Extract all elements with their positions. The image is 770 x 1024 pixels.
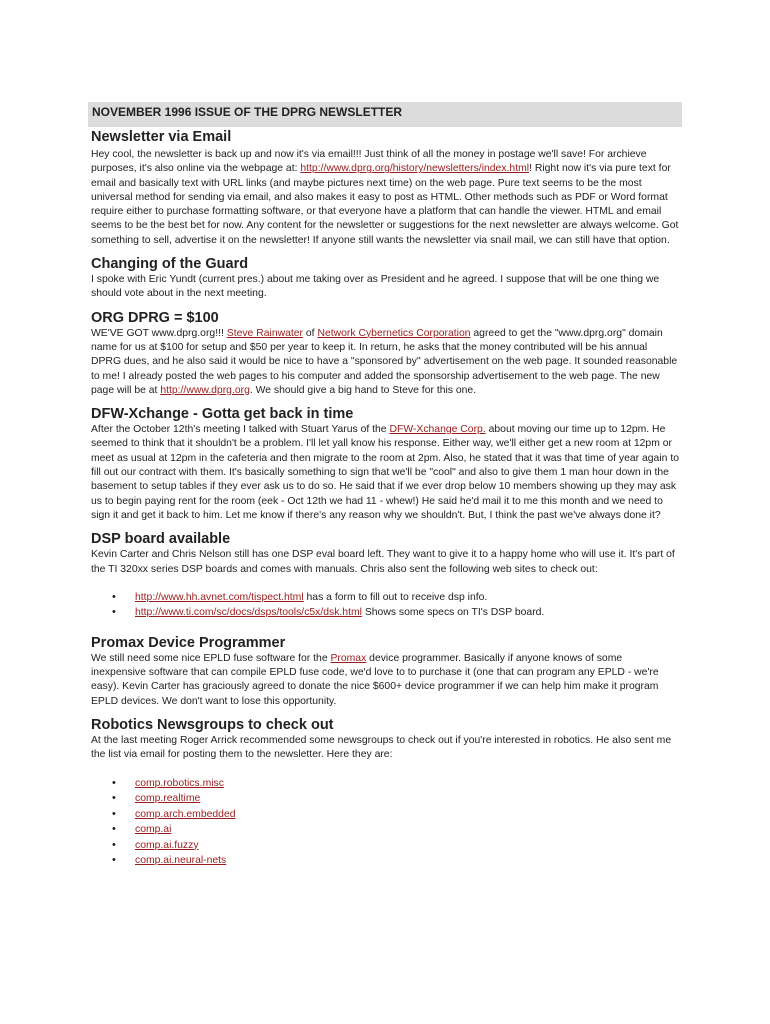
section-title: Changing of the Guard [91, 256, 249, 273]
promax-link[interactable]: Promax [330, 652, 367, 664]
section-body: WE'VE GOT www.dprg.org!!! Steve Rainwater of Network Cybernetics Corporation agreed to get the "www.dprg.org" domain name for us at $100 for setup and $50 per year to keep it. In return, he asks that the money contributed will be his annual DPRG dues, and he also said it would be nice to have a "sponsored by" advertisement on the web page. It sounded reasonable to me! I already posted the web pages to his computer and added the sponsorship advertisement to the web page. The new page will be at http://www.dprg.org. We should give a big hand to Steve for this one. [91, 327, 678, 396]
dprg-home-link[interactable]: http://www.dprg.org [160, 384, 250, 396]
section-robotics-newsgroups [91, 716, 679, 869]
newsgroup-link[interactable]: comp.ai [135, 824, 172, 836]
list-item [91, 853, 679, 869]
section-title: DSP board available [91, 531, 231, 548]
section-title: ORG DPRG = $100 [91, 309, 219, 326]
newsletter-content [91, 128, 679, 869]
network-cybernetics-link[interactable]: Network Cybernetics Corporation [317, 327, 471, 339]
ti-dsk-link[interactable]: http://www.ti.com/sc/docs/dsps/tools/c5x/dsk.html [135, 607, 362, 619]
list-item [91, 791, 679, 807]
section-title: Newsletter via Email [91, 129, 232, 145]
section-changing-of-the-guard [91, 255, 679, 302]
newsgroup-link[interactable]: comp.arch.embedded [135, 808, 236, 820]
issue-banner: NOVEMBER 1996 ISSUE OF THE DPRG NEWSLETTER [88, 102, 682, 127]
newsgroup-link[interactable]: comp.ai.fuzzy [135, 839, 199, 851]
section-body: Kevin Carter and Chris Nelson still has one DSP eval board left. They want to give it to a happy home who will use it. It's part of the TI 320xx series DSP boards and comes with manuals. Chris also sent the following web sites to check out: [91, 549, 675, 575]
section-dfw-xchange [91, 405, 679, 523]
section-body: At the last meeting Roger Arrick recommended some newsgroups to check out if you're interested in robotics. He also sent me the list via email for posting them to the newsletter. Here they are: [91, 735, 672, 761]
dsp-links-list [91, 590, 679, 621]
list-item [91, 822, 679, 838]
dfw-xchange-link[interactable]: DFW-Xchange Corp. [389, 424, 486, 436]
newsgroup-link[interactable]: comp.realtime [135, 793, 201, 805]
list-item [91, 807, 679, 823]
section-newsletter-via-email [91, 128, 679, 248]
list-item [91, 838, 679, 854]
section-body: I spoke with Eric Yundt (current pres.) about me taking over as President and he agreed. I suppose that will be one thing we should vote about in the next meeting. [91, 274, 660, 300]
section-body: Hey cool, the newsletter is back up and now it's via email!!! Just think of all the money in postage we'll save! For archieve purposes, it's also online via the webpage at: http://www.dprg.org/history/newsletters/index.html! Right now it's via pure text for email and basically text with URL links (and maybe pictures next time) on the web page. Pure text seems to be the most universal method for sending via email, and also makes it easy to post as HTML. Other methods such as PDF or Word format require either to purchase formatting software, or that everyone have a platform that can handle the viewer. HTML and email seems to be the best bet for now. Any content for the newsletter or suggestions for the next newsletter are always welcome. Got something to sell, advertise it on the newsletter! If anyone still wants the newsletter via snail mail, we can still have that option. [91, 149, 679, 246]
section-org-dprg [91, 309, 679, 398]
newsgroup-link[interactable]: comp.ai.neural-nets [135, 855, 227, 867]
newsletter-archive-link[interactable]: http://www.dprg.org/history/newsletters/index.html [300, 163, 530, 175]
newsgroups-list [91, 776, 679, 869]
section-title: Robotics Newsgroups to check out [91, 717, 334, 734]
section-dsp-board [91, 530, 679, 621]
list-item [91, 776, 679, 792]
section-body: After the October 12th's meeting I talked with Stuart Yarus of the DFW-Xchange Corp. about moving our time up to 12pm. He seemed to think that it shouldn't be a problem. I'll let yall know his response. Either way, we'll either get a new room at 12pm or meet as usual at 12pm in the cafeteria and then migrate to the room at 2pm. Also, he stated that it was that time of year again to fill out our contract with them. It's basically something to sign that we'll be "cool" and also to give them 1 man hour down in the basement to setup tables if they ever ask us to do so. He said that if we ever drop below 10 members showing up they may ask us to begin paying rent for the room (eek - Oct 12th we had 11 - whew!) He said he'd mail it to me this month and we need to sign it and get it back to him. Let me know if there's any reason why we shouldn't. But, I think the past we've always done it? [91, 424, 679, 521]
steve-rainwater-link[interactable]: Steve Rainwater [226, 327, 304, 339]
newsgroup-link[interactable]: comp.robotics.misc [135, 777, 224, 789]
section-title: Promax Device Programmer [91, 634, 286, 651]
avnet-link[interactable]: http://www.hh.avnet.com/tispect.html [135, 591, 304, 603]
section-body: We still need some nice EPLD fuse software for the Promax device programmer. Basically if anyone knows of some inexpensive software that can compile EPLD fuse code, we'd love to to purchase it (one that can program any EPLD - we're easy). Kevin Carter has graciously agreed to donate the nice $600+ device programmer if we can help him make it program EPLD devices. We don't want to lose this opportunity. [91, 652, 659, 707]
list-item: • http://www.hh.avnet.com/tispect.html has a form to fill out to receive dsp info. [91, 590, 679, 606]
section-promax [91, 634, 679, 709]
list-item: • http://www.ti.com/sc/docs/dsps/tools/c5x/dsk.html Shows some specs on TI's DSP board. [91, 605, 679, 621]
section-title: DFW-Xchange - Gotta get back in time [91, 406, 354, 423]
